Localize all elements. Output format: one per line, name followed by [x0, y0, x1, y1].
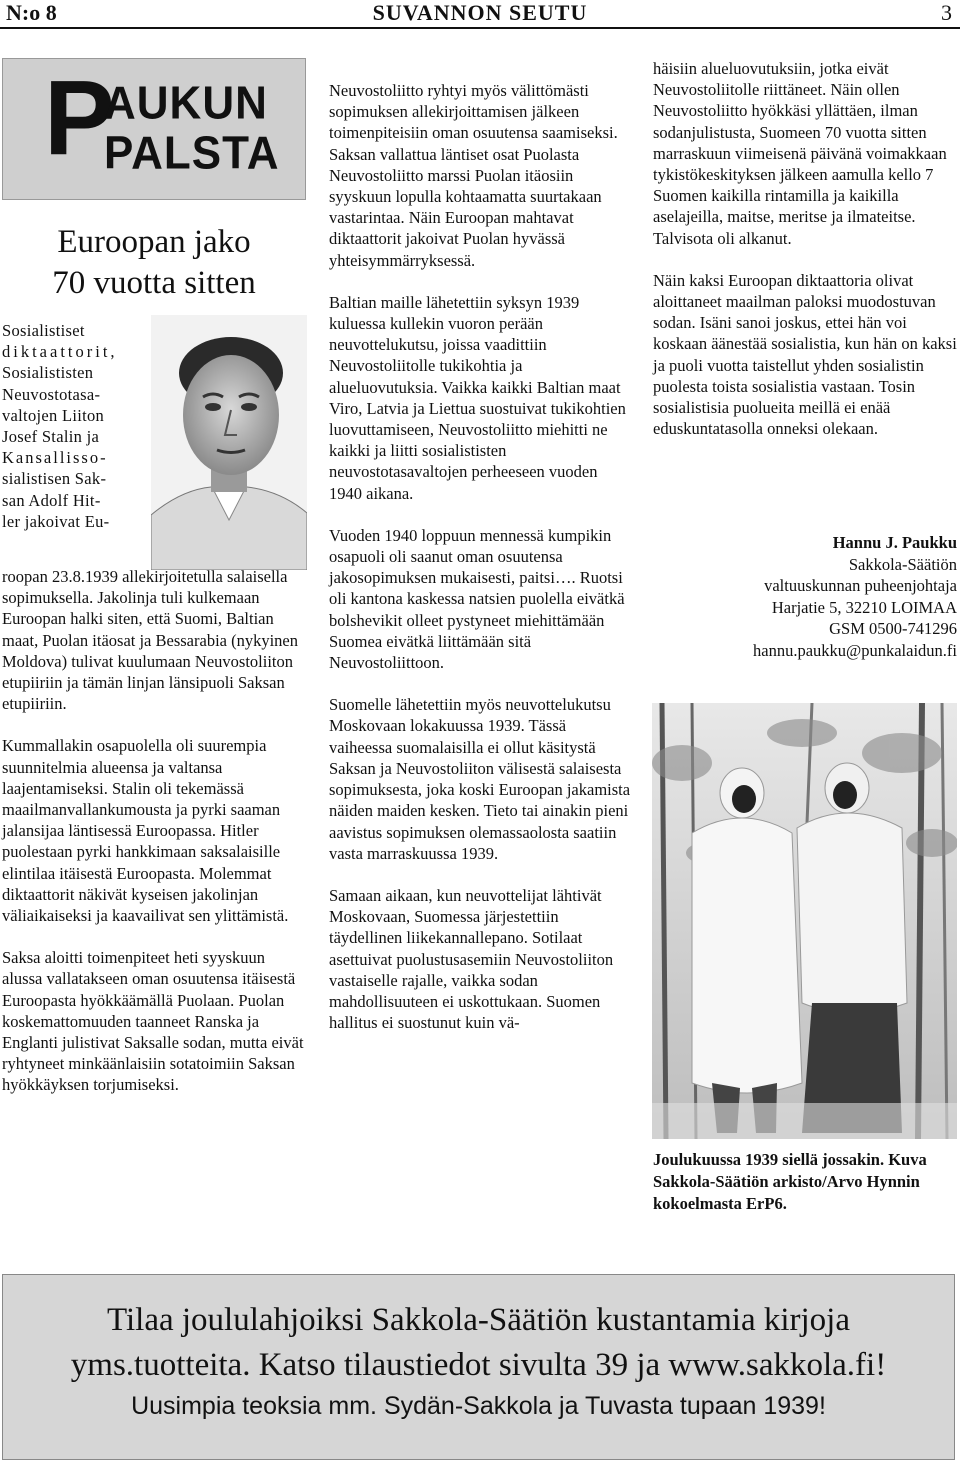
- winter-war-photo: [652, 703, 957, 1139]
- soldiers-in-snow-illustration: [652, 703, 957, 1139]
- paragraph: roopan 23.8.1939 allekirjoitetulla salaisella sopimuksella. Jakolinja tuli kulkemaan Euroopan halki siten, että Suomi, Baltian maat, Puolan itäosat ja Bessarabia (nykyinen Moldova) tulivat kuulumaan Neuvostoliiton etupiiriin ja tämän linjan länsipuoli Saksan etupiiriin.: [2, 567, 299, 714]
- article-column-2: [329, 80, 633, 1054]
- issue-number: N:o 8: [6, 0, 57, 25]
- author-address: Harjatie 5, 32210 LOIMAA: [771, 597, 957, 617]
- ad-line-3: Uusimpia teoksia mm. Sydän-Sakkola ja Tuvasta tupaan 1939!: [131, 1392, 826, 1420]
- intro-line: Josef Stalin ja: [2, 427, 100, 447]
- paragraph: Näin kaksi Euroopan diktaattoria olivat aloittaneet maailman paloksi muodostuvan sodan. Isäni sanoi joskus, ettei hän voi koskaan äänestää sosialistia, kun hän on kaksi ja puoli vuotta taistellut yhden sosialistin puolesta toista sosialistia vastaan. Tosin sosialistisia puolueita meillä ei enää eduskuntatasolla onneksi olekaan.: [653, 270, 957, 439]
- intro-line: Neuvostotasa-: [2, 384, 101, 404]
- author-name: Hannu J. Paukku: [832, 533, 957, 552]
- headline-line-2: 70 vuotta sitten: [52, 265, 256, 301]
- author-portrait-photo: [151, 315, 307, 570]
- paragraph: Samaan aikaan, kun neuvottelijat lähtivät Moskovaan, Suomessa järjestettiin täydellinen liikekannallepano. Sotilaat asettuivat puolustusasemiin Neuvostoliiton vastaiselle rajalle, vaikka sodan mahdollisuuteen ei uskottukaan. Suomen hallitus ei suostunut kuin vä-: [329, 885, 614, 1033]
- paragraph: Baltian maille lähetettiin syksyn 1939 kuluessa kullekin vuoron perään neuvottelukutsu, joissa vaadittiin Neuvostoliitolle tukikohtia ja alueluovutuksia. Vaikka kaikki Baltian maat Viro, Latvia ja Liettua suostuivat tukikohtien luovuttamiseen, Neuvostoliitto miehitti ne kaikki ja liitti sosialististen neuvostotasavaltojen perheeseen vuoden 1940 aikana.: [329, 292, 626, 503]
- author-phone: GSM 0500-741296: [829, 619, 957, 638]
- page-number: 3: [941, 0, 952, 25]
- headline-line-1: Euroopan jako: [57, 224, 251, 260]
- author-email: hannu.paukku@punkalaidun.fi: [753, 640, 957, 660]
- column-logo-letter: P: [44, 59, 115, 177]
- author-role: valtuuskunnan puheenjohtaja: [764, 576, 957, 595]
- intro-line: san Adolf Hit-: [2, 490, 101, 510]
- paragraph: Neuvostoliitto ryhtyi myös välittömästi sopimuksen allekirjoittamisen jälkeen toimenpiteisiin oman osuutensa saamiseksi. Saksan vallattua läntiset osat Puolasta Neuvostoliitto marssi Puolan itäosiin syyskuun lopulla kohtaamatta suurtakaan vastarintaa. Näin Euroopan mahtavat diktaattorit jakoivat Puolan hyvässä yhteisymmärryksessä.: [329, 81, 618, 270]
- intro-line: ler jakoivat Eu-: [2, 511, 110, 531]
- intro-line: sialistisen Sak-: [2, 469, 107, 489]
- paragraph: Kummallakin osapuolella oli suurempia suunnitelmia alueensa ja valtansa laajentamiseksi. Stalin oli tekemässä maailmanvallankumousta ja pyrki saaman jalansijaa läntisessä Euroopassa. Hitler puolestaan pyrki hankkimaan saksalaisille elintilaa itäisestä Euroopasta. Molemmat diktaattorit näkivät kyseisen jakolinjan väliaikaiseksi ja kaavailivat sen ylittämistä.: [2, 736, 289, 926]
- paragraph: Suomelle lähetettiin myös neuvottelukutsu Moskovaan lokakuussa 1939. Tässä vaiheessa suomalaisilla ei ollut käsitystä Saksan ja Neuvostoliiton välisestä salaisesta sopimuksesta, joka koski Euroopan jakamista näiden maiden kesken. Tieto tai ainakin pieni aavistus sopimuksen olemassaolosta saatiin vasta marraskuussa 1939.: [329, 695, 631, 863]
- intro-line: Kansallisso-: [2, 448, 108, 468]
- portrait-illustration: [151, 315, 307, 570]
- ad-line-2: yms.tuotteita. Katso tilaustiedot sivulta 39 ja www.sakkola.fi!: [70, 1347, 887, 1383]
- paragraph: Saksa aloitti toimenpiteet heti syyskuun alussa vallatakseen oman osuutensa itäisestä Euroopasta hyökkäämällä Puolaan. Puolan koskemattomuuden taanneet Ranska ja Englanti julistivat Saksalle sodan, mutta eivät ryhtyneet minkäänlaisiin sotatoimiin Saksan hyökkäyksen torjumiseksi.: [2, 948, 304, 1095]
- intro-line: diktaattorit,: [2, 342, 118, 362]
- intro-line: Sosialistiset: [2, 321, 85, 340]
- newspaper-title: SUVANNON SEUTU: [372, 0, 588, 25]
- author-signature: [653, 532, 957, 661]
- article-headline: [0, 222, 308, 304]
- paragraph: häisiin alueluovutuksiin, jotka eivät Neuvostoliitolle riittäneet. Näin ollen Neuvostoliitto hyökkäsi yllättäen, ilman sodanjulistusta, Suomeen 70 vuotta sitten marraskuun viimeisenä päivänä voimakkaan tykistökeskityksen jälkeen aamulla kello 7 Suomen kaikilla rintamilla ja kaikilla aselajeilla, maitse, meritse ja ilmateitse. Talvisota oli alkanut.: [653, 59, 947, 248]
- column-logo-word2: PALSTA: [104, 127, 280, 180]
- column-logo-word1: AUKUN: [104, 77, 268, 130]
- paragraph: Vuoden 1940 loppuun mennessä kumpikin osapuoli oli saanut oman osuutensa jakosopimuksen mukaisesti, paitsi…. Ruotsi oli kantona kaskessa natsien puolella eivätkä bolshevikit olleet pystyneet miehittämään Suomea eivätkä liittämään sitä Neuvostoliittoon.: [329, 525, 625, 673]
- article-column-3: [653, 58, 957, 460]
- ad-line-1: Tilaa joululahjoiksi Sakkola-Säätiön kustantamia kirjoja: [106, 1302, 850, 1338]
- author-org: Sakkola-Säätiön: [848, 554, 957, 574]
- photo-caption: Joulukuussa 1939 siellä jossakin. Kuva Sakkola-Säätiön arkisto/Arvo Hynnin kokoelmasta ErP6.: [653, 1150, 927, 1213]
- article-intro: [2, 320, 147, 532]
- intro-line: Sosialististen: [2, 363, 94, 383]
- article-column-1: [2, 566, 306, 1117]
- intro-line: valtojen Liiton: [2, 405, 105, 425]
- header-rule: [0, 27, 960, 29]
